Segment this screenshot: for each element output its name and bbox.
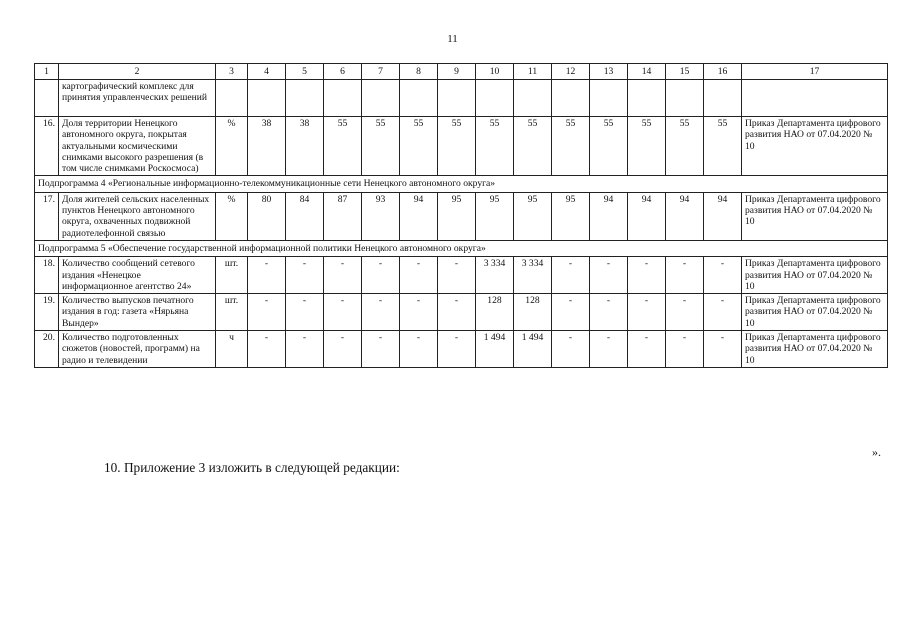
row-value: 55 <box>552 117 590 176</box>
table-row <box>35 192 888 240</box>
row-value: 94 <box>400 192 438 240</box>
row-value: 84 <box>286 192 324 240</box>
row-name: Количество сообщений сетевого издания «Ненецкое информационное агентство 24» <box>59 257 216 294</box>
row-value: - <box>666 294 704 331</box>
row-value: - <box>286 257 324 294</box>
row-value: - <box>704 331 742 368</box>
row-name: Количество выпусков печатного издания в год: газета «Нярьяна Вындер» <box>59 294 216 331</box>
row-value: - <box>324 331 362 368</box>
row-number: 20. <box>35 331 59 368</box>
column-header: 8 <box>400 64 438 80</box>
row-unit: шт. <box>216 257 248 294</box>
row-value: 87 <box>324 192 362 240</box>
row-value: 55 <box>400 117 438 176</box>
row-value: - <box>590 257 628 294</box>
row-value: - <box>324 257 362 294</box>
row-value: - <box>552 294 590 331</box>
row-value: 55 <box>514 117 552 176</box>
row-value: - <box>666 257 704 294</box>
header-row <box>35 64 888 80</box>
column-header: 10 <box>476 64 514 80</box>
row-unit: % <box>216 117 248 176</box>
row-source: Приказ Департамента цифрового развития НАО от 07.04.2020 № 10 <box>742 117 888 176</box>
row-value: - <box>248 257 286 294</box>
subprogram-row <box>35 176 888 192</box>
row-value: - <box>628 257 666 294</box>
row-value: 94 <box>704 192 742 240</box>
row-value: - <box>362 331 400 368</box>
row-value: - <box>324 294 362 331</box>
column-header: 13 <box>590 64 628 80</box>
row-value: 93 <box>362 192 400 240</box>
row-value: - <box>628 294 666 331</box>
row-value: 94 <box>666 192 704 240</box>
column-header: 1 <box>35 64 59 80</box>
row-value: - <box>286 294 324 331</box>
row-value: 95 <box>514 192 552 240</box>
column-header: 11 <box>514 64 552 80</box>
row-source: Приказ Департамента цифрового развития НАО от 07.04.2020 № 10 <box>742 294 888 331</box>
row-value: 55 <box>362 117 400 176</box>
table-row <box>35 117 888 176</box>
row-value: - <box>590 331 628 368</box>
row-source: Приказ Департамента цифрового развития НАО от 07.04.2020 № 10 <box>742 331 888 368</box>
row-value: - <box>438 294 476 331</box>
row-value: 94 <box>628 192 666 240</box>
column-header: 6 <box>324 64 362 80</box>
row-value: 95 <box>476 192 514 240</box>
row-value: 1 494 <box>514 331 552 368</box>
row-value: 55 <box>628 117 666 176</box>
page-number: 11 <box>447 33 458 45</box>
row-name: Доля территории Ненецкого автономного округа, покрытая актуальными космическими снимками высокого разрешения (в том числе снимками Роскосмоса) <box>59 117 216 176</box>
subprogram-title: Подпрограмма 5 «Обеспечение государственной информационной политики Ненецкого автономного округа» <box>35 240 888 256</box>
row-name: картографический комплекс для принятия управленческих решений <box>59 80 216 117</box>
row-value: 95 <box>552 192 590 240</box>
table-row-continuation <box>35 80 888 117</box>
column-header: 17 <box>742 64 888 80</box>
row-value: 38 <box>286 117 324 176</box>
row-value: 1 494 <box>476 331 514 368</box>
row-number: 16. <box>35 117 59 176</box>
row-value: - <box>248 294 286 331</box>
column-header: 12 <box>552 64 590 80</box>
row-value: 94 <box>590 192 628 240</box>
row-value: 55 <box>704 117 742 176</box>
row-value: 128 <box>514 294 552 331</box>
row-value: 55 <box>590 117 628 176</box>
column-header: 2 <box>59 64 216 80</box>
row-value: 55 <box>476 117 514 176</box>
row-name: Доля жителей сельских населенных пунктов Ненецкого автономного округа, охваченных подвижной радиотелефонной связью <box>59 192 216 240</box>
column-header: 16 <box>704 64 742 80</box>
indicators-table <box>34 63 888 368</box>
row-value: 128 <box>476 294 514 331</box>
row-value: - <box>286 331 324 368</box>
row-value: 55 <box>438 117 476 176</box>
row-unit: шт. <box>216 294 248 331</box>
row-number: 19. <box>35 294 59 331</box>
row-value: 3 334 <box>514 257 552 294</box>
row-value: - <box>704 257 742 294</box>
row-name: Количество подготовленных сюжетов (новостей, программ) на радио и телевидении <box>59 331 216 368</box>
row-value: 3 334 <box>476 257 514 294</box>
row-value: 80 <box>248 192 286 240</box>
row-value: - <box>438 257 476 294</box>
row-value: - <box>438 331 476 368</box>
column-header: 4 <box>248 64 286 80</box>
subprogram-title: Подпрограмма 4 «Региональные информационно-телекоммуникационные сети Ненецкого автономного округа» <box>35 176 888 192</box>
closing-quote: ». <box>872 445 881 459</box>
row-value: - <box>400 257 438 294</box>
row-value: - <box>400 294 438 331</box>
instruction-text: 10. Приложение 3 изложить в следующей редакции: <box>104 460 400 475</box>
column-header: 9 <box>438 64 476 80</box>
row-unit: ч <box>216 331 248 368</box>
row-value: - <box>552 257 590 294</box>
row-value: 95 <box>438 192 476 240</box>
row-value: - <box>362 294 400 331</box>
row-source: Приказ Департамента цифрового развития НАО от 07.04.2020 № 10 <box>742 192 888 240</box>
column-header: 7 <box>362 64 400 80</box>
column-header: 14 <box>628 64 666 80</box>
row-value: 38 <box>248 117 286 176</box>
row-value: - <box>704 294 742 331</box>
table-row <box>35 294 888 331</box>
row-number: 17. <box>35 192 59 240</box>
table-row <box>35 257 888 294</box>
row-value: 55 <box>666 117 704 176</box>
row-value: - <box>248 331 286 368</box>
column-header: 15 <box>666 64 704 80</box>
row-unit: % <box>216 192 248 240</box>
row-value: - <box>362 257 400 294</box>
subprogram-row <box>35 240 888 256</box>
row-source: Приказ Департамента цифрового развития НАО от 07.04.2020 № 10 <box>742 257 888 294</box>
table-row <box>35 331 888 368</box>
row-value: 55 <box>324 117 362 176</box>
row-value: - <box>590 294 628 331</box>
row-value: - <box>628 331 666 368</box>
row-value: - <box>666 331 704 368</box>
row-number: 18. <box>35 257 59 294</box>
row-value: - <box>552 331 590 368</box>
column-header: 3 <box>216 64 248 80</box>
column-header: 5 <box>286 64 324 80</box>
row-value: - <box>400 331 438 368</box>
